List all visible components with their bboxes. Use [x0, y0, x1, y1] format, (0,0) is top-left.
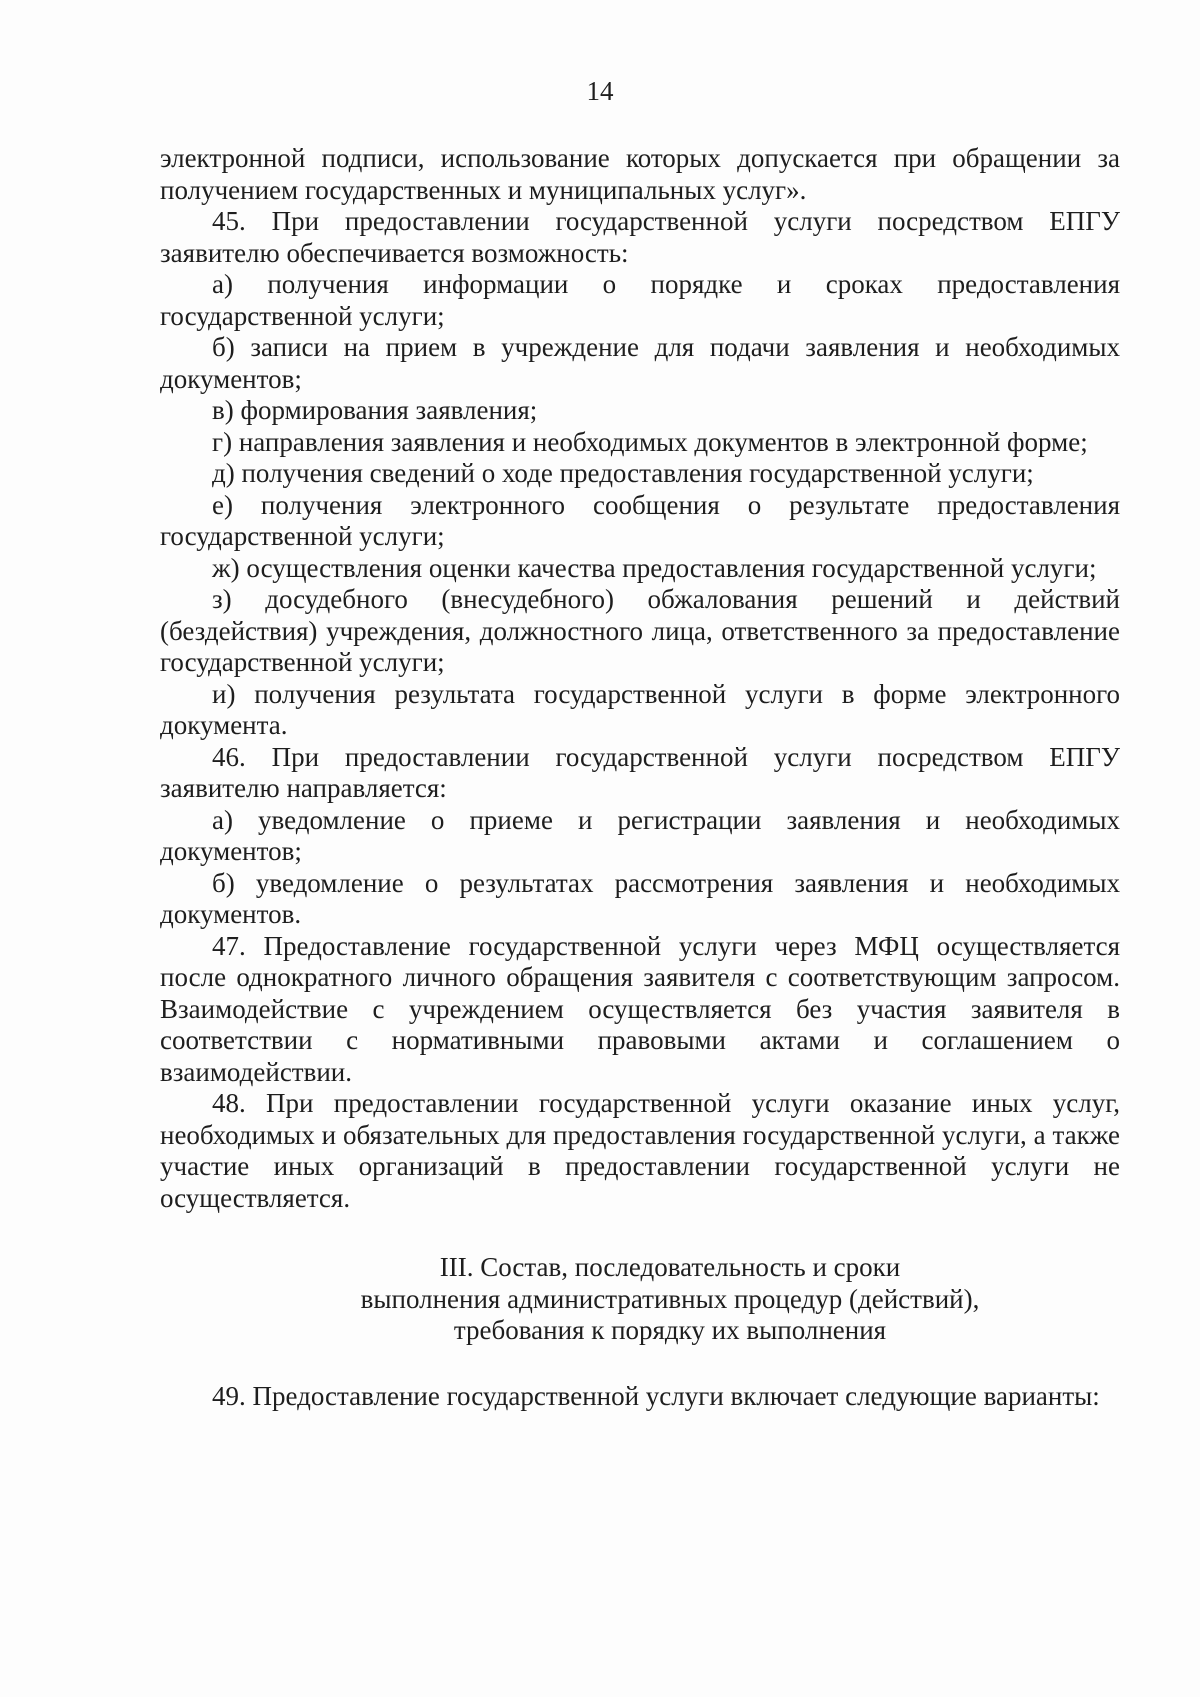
paragraph-48: 48. При предоставлении государственной услуги оказание иных услуг, необходимых и обязательных для предоставления государственной услуги, а также участие иных организаций в предоставлении государственной услуги не осуществляется.	[160, 1088, 1120, 1213]
paragraph-47: 47. Предоставление государственной услуги через МФЦ осуществляется после однократного личного обращения заявителя с соответствующим запросом. Взаимодействие с учреждением осуществляется без участия заявителя в соответствии с нормативными правовыми актами и соглашением о взаимодействии.	[160, 930, 1120, 1087]
list-item-45g: г) направления заявления и необходимых документов в электронной форме;	[212, 426, 1088, 457]
page-number: 14	[586, 76, 614, 106]
section-heading-line: выполнения административных процедур (действий),	[360, 1283, 980, 1314]
list-item-46a: а) уведомление о приеме и регистрации заявления и необходимых документов;	[160, 804, 1120, 866]
list-item-45z: з) досудебного (внесудебного) обжалования решений и действий (бездействия) учреждения, должностного лица, ответственного за предоставление государственной услуги;	[160, 584, 1120, 677]
list-item-45zh: ж) осуществления оценки качества предоставления государственной услуги;	[212, 552, 1097, 583]
list-item-45b: б) записи на прием в учреждение для подачи заявления и необходимых документов;	[160, 332, 1120, 394]
list-item-45d: д) получения сведений о ходе предоставления государственной услуги;	[212, 458, 1034, 488]
paragraph-46: 46. При предоставлении государственной услуги посредством ЕПГУ заявителю направляется:	[160, 741, 1120, 803]
section-heading-line: III. Состав, последовательность и сроки	[439, 1252, 901, 1282]
section-heading-line: требования к порядку их выполнения	[453, 1315, 887, 1345]
paragraph: электронной подписи, использование которых допускается при обращении за получением государственных и муниципальных услуг».	[160, 143, 1120, 205]
paragraph-45: 45. При предоставлении государственной услуги посредством ЕПГУ заявителю обеспечивается возможность:	[160, 206, 1120, 268]
paragraph-49: 49. Предоставление государственной услуги включает следующие варианты:	[212, 1380, 1100, 1411]
list-item-45v: в) формирования заявления;	[212, 395, 538, 425]
list-item-45e: е) получения электронного сообщения о результате предоставления государственной услуги;	[160, 489, 1120, 551]
document-body	[160, 143, 1120, 1412]
list-item-46b: б) уведомление о результатах рассмотрения заявления и необходимых документов.	[160, 867, 1120, 929]
section-heading	[160, 1252, 1120, 1347]
list-item-45i: и) получения результата государственной услуги в форме электронного документа.	[160, 678, 1120, 740]
list-item-45a: а) получения информации о порядке и сроках предоставления государственной услуги;	[160, 269, 1120, 331]
